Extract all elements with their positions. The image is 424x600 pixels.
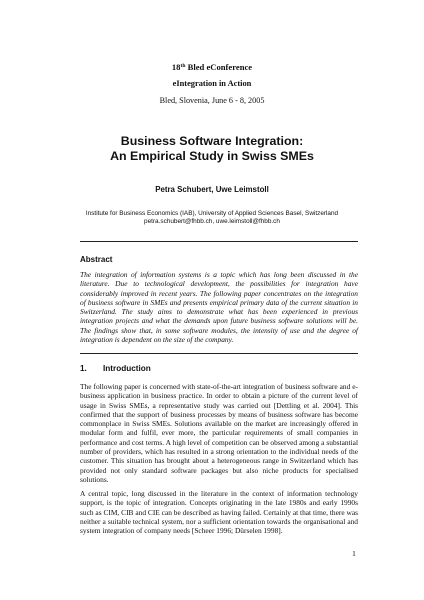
section-number: 1. (80, 364, 87, 373)
author-affiliation: Institute for Business Economics (IAB), University of Applied Sciences Basel, Switzerland (85, 210, 339, 217)
section-title: Introduction (103, 364, 151, 373)
conference-edition-number: 18 (171, 62, 181, 72)
conference-place-date: Bled, Slovenia, June 6 - 8, 2005 (159, 96, 265, 105)
conference-theme: eIntegration in Action (172, 79, 252, 88)
paper-title-line1: Business Software Integration: (120, 134, 304, 148)
paper-title-line2: An Empirical Study in Swiss SMEs (110, 149, 314, 163)
paper-authors: Petra Schubert, Uwe Leimstoll (155, 185, 269, 194)
abstract-paragraph: The integration of information systems is a topic which has long been discussed in the literature. Due to technological development, the possibilities for integration have considerably improved in recent years. The following paper concentrates on the integration of business software in SMEs and presents empirical primary data of the current situation in Switzerland. The study aims to demonstrate what has been experienced in previous integration projects and what the demands upon future business software solutions will be. The findings show that, in some software modules, the intensity of use and the degree of integration is dependent on the size of the company. (80, 270, 358, 345)
conference-edition-suffix: th (180, 63, 186, 69)
conference-title (0, 62, 424, 72)
abstract-heading: Abstract (80, 255, 113, 264)
abstract-bottom-rule (80, 353, 358, 354)
page-number: 1 (352, 549, 356, 558)
author-emails: petra.schubert@fhbb.ch, uwe.leimstoll@fhbb.ch (144, 218, 280, 225)
abstract-text (80, 270, 358, 344)
conference-name: Bled eConference (185, 62, 253, 72)
abstract-top-rule (80, 241, 358, 242)
body-paragraph-2: A central topic, long discussed in the literature in the context of information technology support, is the topic of integration. Concepts originating in the late 1980s and early 1990s such as CIM, CIB and CIE can be described as having failed. Certainly at that time, there was neither a suitable technical system, nor a sufficient orientation towards the organisational and system integration of company needs [Scheer 1996; Dürselen 1998]. (80, 489, 358, 536)
body-paragraph-1: The following paper is concerned with state-of-the-art integration of business software and e-business application in business practice. In order to obtain a picture of the current level of usage in Swiss SMEs, a representative study was carried out [Dettling et al. 2004]. This confirmed that the support of business processes by means of business software has become commonplace in Swiss SMEs. Solutions available on the market are increasingly offered in modular form and fulfil, ever more, the particular requirements of small companies in performance and cost terms. A high level of competition can be observed among a substantial number of providers, which has resulted in a strong orientation to the individual needs of the customer. This situation has brought about a heterogeneous range in Switzerland which has provided not only standard software packages but also niche products for specialised solutions. (80, 382, 358, 484)
